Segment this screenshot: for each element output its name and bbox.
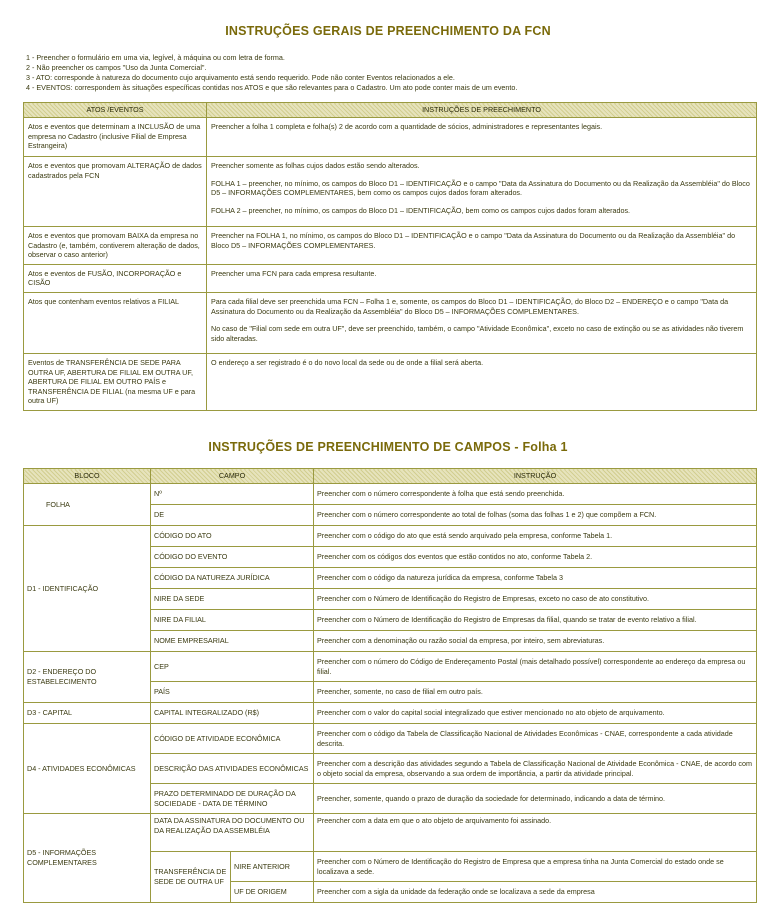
instruction-text: Preencher uma FCN para cada empresa resultante.	[211, 268, 377, 278]
instruction-cell	[207, 157, 757, 227]
instruction-cell	[207, 227, 757, 265]
instruction-cell: Preencher com o Número de Identificação do Registro de Empresa que a empresa tinha na Junta Comercial do estado onde se localizava a sede.	[314, 852, 757, 882]
instruction-cell: Preencher com o Número de Identificação do Registro de Empresas da filial, quando se tratar de evento relativo a filial.	[314, 610, 757, 631]
instruction-cell	[207, 118, 757, 157]
instruction-cell: Preencher com o número do Código de Endereçamento Postal (mais detalhado possível) correspondente ao endereço da empresa ou filial.	[314, 652, 757, 682]
subcampo-cell: NIRE ANTERIOR	[231, 852, 314, 882]
campo-cell: CEP	[151, 652, 314, 682]
instruction-text: No caso de "Filial com sede em outra UF", deve ser preenchido, também, o campo "Atividade Econômica", exceto no caso de extinção ou se as atividades não tiverem sido alteradas.	[211, 324, 744, 343]
table-row	[24, 526, 757, 547]
column-header: CAMPO	[151, 469, 314, 484]
bloco-cell: D2 - ENDEREÇO DO ESTABELECIMENTO	[24, 652, 151, 703]
table-header-row	[24, 469, 757, 484]
instruction-item: 1 - Preencher o formulário em uma via, legível, à máquina ou com letra de forma.	[26, 53, 285, 62]
ato-cell: Atos e eventos que promovam BAIXA da empresa no Cadastro (e, também, contiverem alteração de dados, observar o caso anterior)	[24, 227, 207, 265]
table-row	[24, 703, 757, 724]
instruction-text: FOLHA 1 – preencher, no mínimo, os campos do Bloco D1 – IDENTIFICAÇÃO e o campo "Data da Assinatura do Documento ou da Realização da Assembléia" do Bloco D5 – INFORMAÇÕES COMPLEMENTARES, bem como os campos cujos dados foram alterados.	[211, 178, 750, 198]
general-instructions	[26, 53, 766, 93]
bloco-cell: D1 - IDENTIFICAÇÃO	[24, 526, 151, 652]
campo-cell: NOME EMPRESARIAL	[151, 631, 314, 652]
instruction-item: 2 - Não preencher os campos "Uso da Junta Comercial".	[26, 63, 207, 72]
table-row	[24, 353, 757, 410]
ato-cell: Eventos de TRANSFERÊNCIA DE SEDE PARA OUTRA UF, ABERTURA DE FILIAL EM OUTRA UF, ABERTURA DE FILIAL EM OUTRO PAÍS e TRANSFERÊNCIA DE FILIAL (na mesma UF e para outra UF)	[24, 353, 207, 410]
instruction-cell: Preencher com a denominação ou razão social da empresa, por inteiro, sem abreviaturas.	[314, 631, 757, 652]
column-header: INSTRUÇÃO	[314, 469, 757, 484]
instruction-cell: Preencher com a data em que o ato objeto de arquivamento foi assinado.	[314, 814, 757, 852]
instruction-cell: Preencher com o código do ato que está sendo arquivado pela empresa, conforme Tabela 1.	[314, 526, 757, 547]
instruction-cell: Preencher com o código da Tabela de Classificação Nacional de Atividades Econômicas - CNAE, correspondente a cada atividade descrita.	[314, 724, 757, 754]
instruction-cell: Preencher com o número correspondente à folha que está sendo preenchida.	[314, 484, 757, 505]
campo-cell: DE	[151, 505, 314, 526]
section-title: INSTRUÇÕES DE PREENCHIMENTO DE CAMPOS - Folha 1	[208, 440, 568, 454]
table-header-row	[24, 103, 757, 118]
instruction-cell	[207, 292, 757, 353]
bloco-cell: D4 - ATIVIDADES ECONÔMICAS	[24, 724, 151, 814]
instruction-cell: Preencher com o Número de Identificação do Registro de Empresas, exceto no caso de ato constitutivo.	[314, 589, 757, 610]
ato-cell: Atos e eventos de FUSÃO, INCORPORAÇÃO e CISÃO	[24, 264, 207, 292]
table-row	[24, 814, 757, 852]
campo-cell: Nº	[151, 484, 314, 505]
campo-cell: PAÍS	[151, 682, 314, 703]
table-row	[24, 264, 757, 292]
column-header: BLOCO	[24, 469, 151, 484]
campo-cell: CÓDIGO DO EVENTO	[151, 547, 314, 568]
bloco-cell: D3 - CAPITAL	[24, 703, 151, 724]
instruction-cell: Preencher, somente, no caso de filial em outro país.	[314, 682, 757, 703]
instruction-cell: Preencher com os códigos dos eventos que estão contidos no ato, conforme Tabela 2.	[314, 547, 757, 568]
table-row	[24, 157, 757, 227]
campo-cell: CÓDIGO DE ATIVIDADE ECONÔMICA	[151, 724, 314, 754]
instruction-item: 4 - EVENTOS: correspondem às situações específicas contidas nos ATOS e que são relevantes para o Cadastro. Um ato pode conter mais de um evento.	[26, 83, 518, 92]
instruction-cell: Preencher com o número correspondente ao total de folhas (soma das folhas 1 e 2) que compõem a FCN.	[314, 505, 757, 526]
instruction-item: 3 - ATO: corresponde à natureza do documento cujo arquivamento está sendo requerido. Pode não conter Eventos relacionados a ele.	[26, 73, 455, 82]
instruction-cell: Preencher com a sigla da unidade da federação onde se localizava a sede da empresa	[314, 882, 757, 903]
campo-cell: TRANSFERÊNCIA DE SEDE DE OUTRA UF	[151, 852, 231, 903]
table-row	[24, 652, 757, 682]
instruction-text: Para cada filial deve ser preenchida uma FCN – Folha 1 e, somente, os campos do Bloco D1 – IDENTIFICAÇÃO, do Bloco D2 – ENDEREÇO e o campo "Data da Assinatura do Documento ou da Realização da Assembléia" do Bloco D5 – INFORMAÇÕES COMPLEMENTARES.	[211, 296, 729, 316]
campo-cell: NIRE DA SEDE	[151, 589, 314, 610]
table-row	[24, 724, 757, 754]
campo-cell: CÓDIGO DA NATUREZA JURÍDICA	[151, 568, 314, 589]
campo-cell: DESCRIÇÃO DAS ATIVIDADES ECONÔMICAS	[151, 754, 314, 784]
column-header: ATOS /EVENTOS	[24, 103, 207, 118]
general-instructions-table	[23, 102, 757, 411]
ato-cell: Atos que contenham eventos relativos a FILIAL	[24, 292, 207, 353]
bloco-cell: FOLHA	[24, 484, 151, 526]
instruction-text: Preencher somente as folhas cujos dados estão sendo alterados.	[211, 161, 420, 170]
campo-cell: NIRE DA FILIAL	[151, 610, 314, 631]
instruction-cell: Preencher com o código da natureza jurídica da empresa, conforme Tabela 3	[314, 568, 757, 589]
subcampo-cell: UF DE ORIGEM	[231, 882, 314, 903]
instruction-text: O endereço a ser registrado é o do novo local da sede ou de onde a filial será aberta.	[211, 357, 484, 367]
table-row	[24, 484, 757, 505]
bloco-cell: D5 - INFORMAÇÕES COMPLEMENTARES	[24, 814, 151, 903]
instruction-text: Preencher a folha 1 completa e folha(s) 2 de acordo com a quantidade de sócios, administradores e representantes legais.	[211, 122, 603, 131]
instruction-text: FOLHA 2 – preencher, no mínimo, os campos do Bloco D1 – IDENTIFICAÇÃO, bem como os campos cujos dados foram alterados.	[211, 205, 631, 215]
instruction-cell: Preencher com a descrição das atividades segundo a Tabela de Classificação Nacional de Atividade Econômica - CNAE, de acordo com o objeto social da empresa, observando a sua ordem de importância, a partir da atividade principal.	[314, 754, 757, 784]
instruction-text: Preencher na FOLHA 1, no mínimo, os campos do Bloco D1 – IDENTIFICAÇÃO e o campo "Data da Assinatura do Documento ou da Realização da Assembléia" do Bloco D5 – INFORMAÇÕES COMPLEMENTARES.	[211, 231, 736, 250]
table-row	[24, 227, 757, 265]
field-instructions-table	[23, 468, 757, 903]
instruction-cell: Preencher, somente, quando o prazo de duração da sociedade for determinado, indicando a data de término.	[314, 784, 757, 814]
ato-cell: Atos e eventos que determinam a INCLUSÃO de uma empresa no Cadastro (inclusive Filial de Empresa Estrangeira)	[24, 118, 207, 157]
instruction-cell	[207, 353, 757, 410]
ato-cell: Atos e eventos que promovam ALTERAÇÃO de dados cadastrados pela FCN	[24, 157, 207, 227]
instruction-cell: Preencher com o valor do capital social integralizado que estiver mencionado no ato objeto de arquivamento.	[314, 703, 757, 724]
campo-cell: PRAZO DETERMINADO DE DURAÇÃO DA SOCIEDADE - DATA DE TÉRMINO	[151, 784, 314, 814]
campo-cell: DATA DA ASSINATURA DO DOCUMENTO OU DA REALIZAÇÃO DA ASSEMBLÉIA	[151, 814, 314, 852]
table-row	[24, 292, 757, 353]
page-title: INSTRUÇÕES GERAIS DE PREENCHIMENTO DA FCN	[225, 24, 551, 38]
column-header: INSTRUÇÕES DE PREECHIMENTO	[207, 103, 757, 118]
campo-cell: CÓDIGO DO ATO	[151, 526, 314, 547]
instruction-cell	[207, 264, 757, 292]
table-row	[24, 118, 757, 157]
campo-cell: CAPITAL INTEGRALIZADO (R$)	[151, 703, 314, 724]
